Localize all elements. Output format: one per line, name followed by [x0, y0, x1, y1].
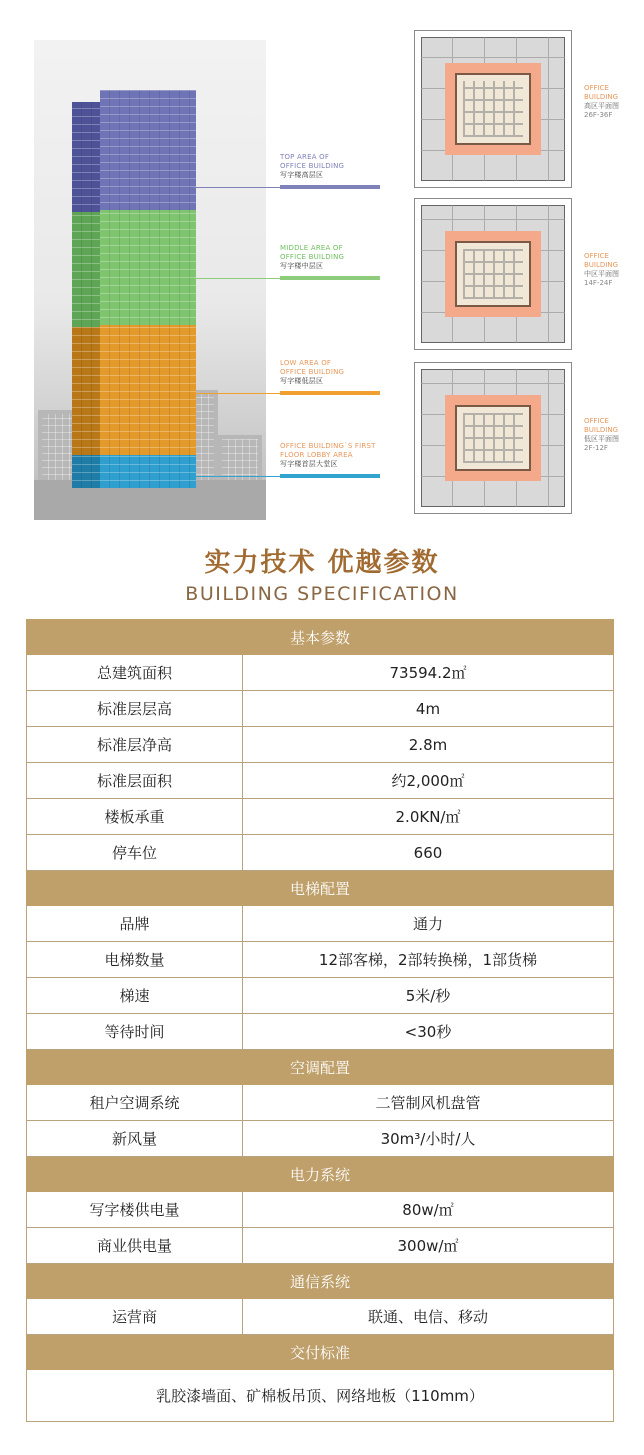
leader-line-top	[194, 187, 280, 188]
delivery-standard-text: 乳胶漆墙面、矿棉板吊顶、网络地板（110mm）	[27, 1370, 614, 1422]
section-header-ac	[27, 1050, 614, 1085]
row-value: 通力	[243, 906, 614, 942]
row-key: 停车位	[27, 835, 243, 871]
row-value: 2.8m	[243, 727, 614, 763]
zone-label-en: OFFICE BUILDING	[280, 253, 345, 261]
row-value: 约2,000㎡	[243, 763, 614, 799]
tower-rendering	[34, 40, 266, 520]
plan-label-en: OFFICE	[584, 252, 609, 260]
section-title: 通信系统	[27, 1264, 614, 1299]
row-value: 660	[243, 835, 614, 871]
plan-label-en: BUILDING	[584, 261, 619, 269]
table-row	[27, 978, 614, 1014]
row-key: 等待时间	[27, 1014, 243, 1050]
row-key: 梯速	[27, 978, 243, 1014]
zone-label-cn: 写字楼高层区	[280, 171, 324, 179]
zone-label-en: FLOOR LOBBY AREA	[280, 451, 353, 459]
plan-label-middle	[584, 252, 619, 288]
table-row	[27, 1228, 614, 1264]
table-row	[27, 1121, 614, 1157]
table-row	[27, 906, 614, 942]
leader-line-middle	[194, 278, 280, 279]
row-key: 新风量	[27, 1121, 243, 1157]
section-title: 基本参数	[27, 620, 614, 655]
row-key: 商业供电量	[27, 1228, 243, 1264]
zone-lobby-band	[72, 455, 100, 488]
plan-label-cn: 高区平面图	[584, 102, 619, 110]
zone-label-lobby	[280, 442, 376, 469]
table-row	[27, 835, 614, 871]
row-value: <30秒	[243, 1014, 614, 1050]
section-header-comm	[27, 1264, 614, 1299]
row-value: 30m³/小时/人	[243, 1121, 614, 1157]
zone-label-en: OFFICE BUILDING	[280, 162, 345, 170]
zone-label-en: LOW AREA OF	[280, 359, 332, 367]
zone-label-cn: 写字楼低层区	[280, 377, 324, 385]
zone-underline-lobby	[280, 474, 380, 478]
table-row	[27, 1370, 614, 1422]
table-row	[27, 1299, 614, 1335]
section-title: 交付标准	[27, 1335, 614, 1370]
section-header-power	[27, 1157, 614, 1192]
plan-label-floors: 26F-36F	[584, 111, 613, 119]
zone-top-band	[72, 102, 100, 212]
zone-middle-band	[100, 210, 196, 325]
row-key: 品牌	[27, 906, 243, 942]
plan-label-en: OFFICE	[584, 417, 609, 425]
row-key: 运营商	[27, 1299, 243, 1335]
row-value: 12部客梯，2部转换梯，1部货梯	[243, 942, 614, 978]
row-key: 标准层面积	[27, 763, 243, 799]
section-heading	[0, 546, 644, 606]
zone-low-band	[72, 327, 100, 455]
heading-title-en: BUILDING SPECIFICATION	[185, 583, 459, 605]
table-row	[27, 1085, 614, 1121]
row-key: 总建筑面积	[27, 655, 243, 691]
row-value: 73594.2㎡	[243, 655, 614, 691]
plan-label-en: BUILDING	[584, 426, 619, 434]
zone-lobby-band	[100, 455, 196, 488]
zone-label-en: OFFICE BUILDING	[280, 368, 345, 376]
plan-label-en: OFFICE	[584, 84, 609, 92]
heading-title-cn: 实力技术 优越参数	[204, 548, 440, 578]
section-title: 空调配置	[27, 1050, 614, 1085]
leader-line-lobby	[194, 476, 280, 477]
table-row	[27, 763, 614, 799]
zone-label-en: MIDDLE AREA OF	[280, 244, 343, 252]
plan-label-floors: 14F-24F	[584, 279, 613, 287]
zone-underline-middle	[280, 276, 380, 280]
tower-right-face	[100, 90, 196, 488]
table-row	[27, 942, 614, 978]
zone-label-cn: 写字楼中层区	[280, 262, 324, 270]
section-title: 电力系统	[27, 1157, 614, 1192]
zone-middle-band	[72, 212, 100, 327]
floor-plan-high	[414, 30, 572, 188]
row-key: 写字楼供电量	[27, 1192, 243, 1228]
section-title: 电梯配置	[27, 871, 614, 906]
row-key: 租户空调系统	[27, 1085, 243, 1121]
row-key: 电梯数量	[27, 942, 243, 978]
tower-left-face	[72, 102, 100, 488]
spec-table	[26, 619, 614, 1422]
plan-label-low	[584, 417, 619, 453]
row-value: 80w/㎡	[243, 1192, 614, 1228]
table-row	[27, 1192, 614, 1228]
table-row	[27, 691, 614, 727]
row-value: 二管制风机盘管	[243, 1085, 614, 1121]
zone-underline-low	[280, 391, 380, 395]
table-row	[27, 655, 614, 691]
section-header-basic	[27, 620, 614, 655]
zone-underline-top	[280, 185, 380, 189]
leader-line-low	[194, 393, 280, 394]
row-value: 4m	[243, 691, 614, 727]
zone-label-cn: 写字楼首层大堂区	[280, 460, 338, 468]
row-key: 标准层净高	[27, 727, 243, 763]
zone-top-band	[100, 90, 196, 210]
row-value: 300w/㎡	[243, 1228, 614, 1264]
zone-label-en: OFFICE BUILDING`S FIRST	[280, 442, 376, 450]
plan-label-cn: 中区平面图	[584, 270, 619, 278]
plan-label-floors: 2F-12F	[584, 444, 608, 452]
row-value: 联通、电信、移动	[243, 1299, 614, 1335]
zone-low-band	[100, 325, 196, 455]
section-header-elevator	[27, 871, 614, 906]
row-key: 楼板承重	[27, 799, 243, 835]
zone-label-top	[280, 153, 344, 180]
zone-label-middle	[280, 244, 344, 271]
plan-label-cn: 低区平面图	[584, 435, 619, 443]
zone-label-low	[280, 359, 344, 386]
row-value: 2.0KN/㎡	[243, 799, 614, 835]
section-header-delivery	[27, 1335, 614, 1370]
floor-plan-middle	[414, 198, 572, 350]
row-value: 5米/秒	[243, 978, 614, 1014]
building-illustration	[0, 0, 644, 530]
floor-plan-low	[414, 362, 572, 514]
row-key: 标准层层高	[27, 691, 243, 727]
plan-label-en: BUILDING	[584, 93, 619, 101]
plan-core	[455, 405, 531, 471]
plan-core	[455, 241, 531, 307]
plan-label-high	[584, 84, 619, 120]
zone-label-en: TOP AREA OF	[280, 153, 330, 161]
table-row	[27, 1014, 614, 1050]
table-row	[27, 727, 614, 763]
table-row	[27, 799, 614, 835]
plan-core	[455, 73, 531, 145]
